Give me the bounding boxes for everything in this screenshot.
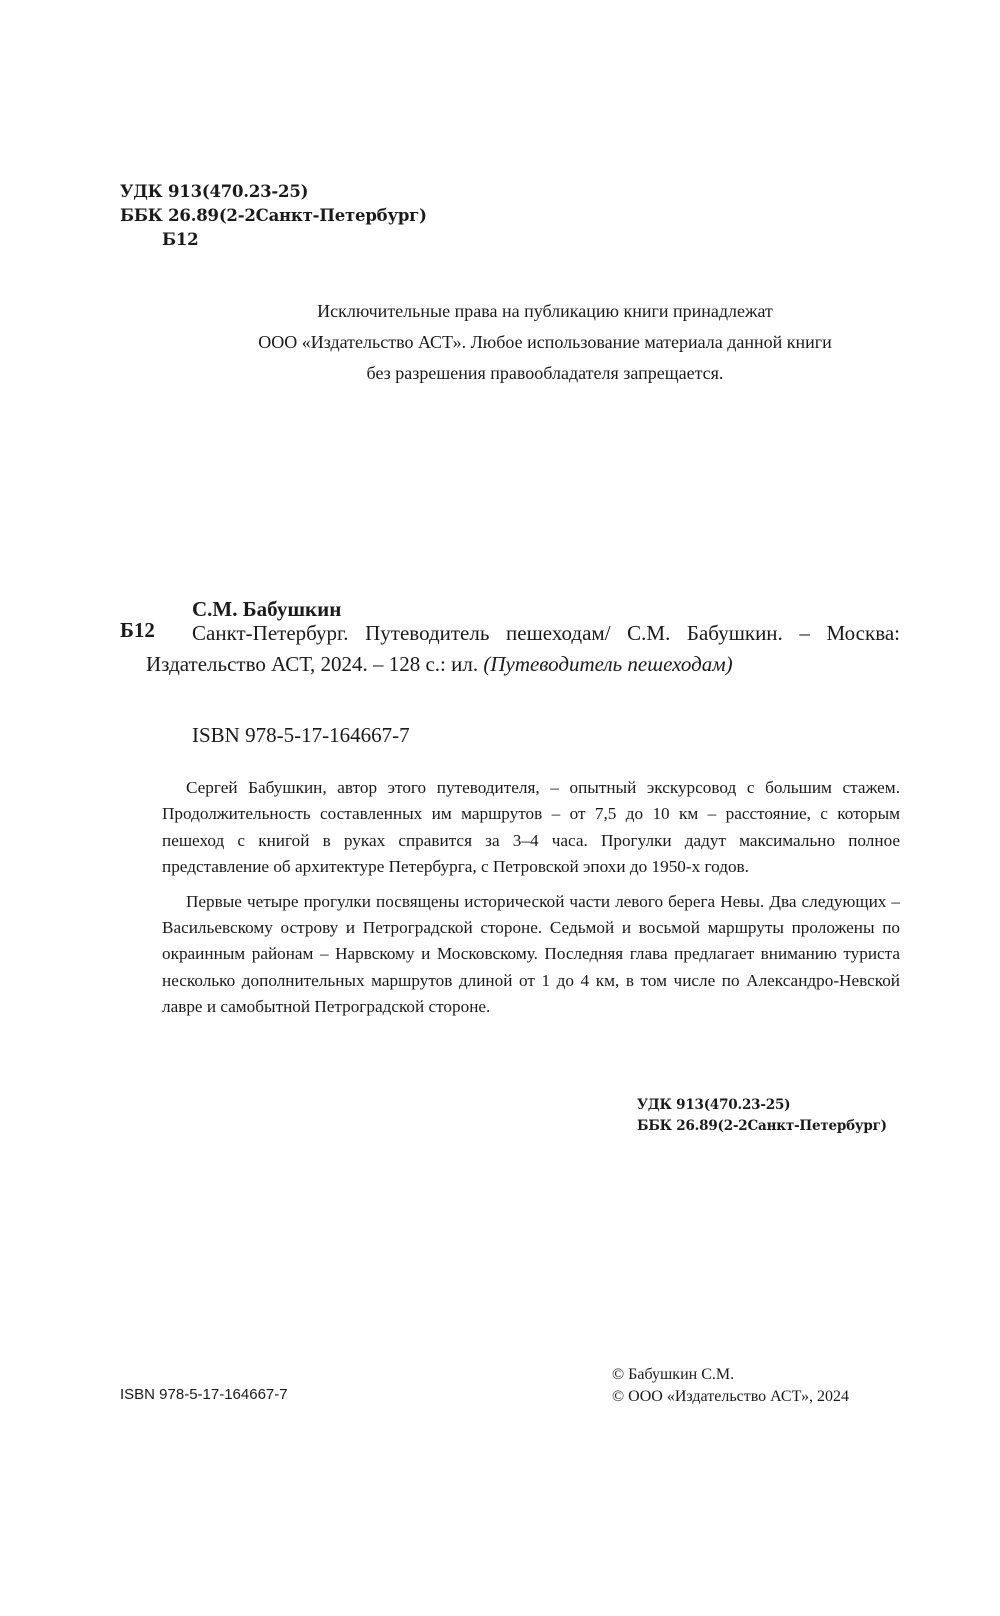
bbk-code: ББК 26.89(2-2Санкт-Петербург) xyxy=(637,1118,887,1134)
isbn-footer: ISBN 978-5-17-164667-7 xyxy=(120,1386,288,1403)
udk-code: УДК 913(470.23-25) xyxy=(120,182,309,201)
rights-line: ООО «Издательство АСТ». Любое использование материала данной книги xyxy=(258,332,832,352)
author-name: С.М. Бабушкин xyxy=(192,597,342,621)
catalog-text: Санкт-Петербург. Путеводитель пешеходам/ С.М. Бабушкин. – Москва: Издательство АСТ, 2024. – 128 с.: ил. xyxy=(146,621,900,676)
copyright-publisher: © ООО «Издательство АСТ», 2024 xyxy=(612,1388,849,1405)
author-mark: Б12 xyxy=(162,230,199,249)
rights-line: без разрешения правообладателя запрещается. xyxy=(366,363,724,383)
classification-block-bottom xyxy=(637,1095,887,1137)
copyright-author: © Бабушкин С.М. xyxy=(612,1366,735,1383)
rights-line: Исключительные права на публикацию книги принадлежат xyxy=(317,301,773,321)
rights-notice xyxy=(180,296,910,389)
catalog-series: (Путеводитель пешеходам) xyxy=(483,652,733,676)
classification-block-top xyxy=(120,180,427,252)
udk-code: УДК 913(470.23-25) xyxy=(637,1097,791,1113)
bbk-code: ББК 26.89(2-2Санкт-Петербург) xyxy=(120,206,427,225)
annotation xyxy=(162,775,900,1029)
isbn-main: ISBN 978-5-17-164667-7 xyxy=(192,723,410,747)
annotation-paragraph: Сергей Бабушкин, автор этого путеводителя, – опытный экскурсовод с большим стажем. Продолжительность составленных им маршрутов – от 7,5 до 10 км – расстояние, с которым пешеход с книгой в руках справится за 3–4 часа. Прогулки дадут максимально полное представление об архитектуре Петербурга, с Петровской эпохи до 1950-х годов. xyxy=(162,778,900,877)
catalog-record xyxy=(146,618,900,680)
annotation-paragraph: Первые четыре прогулки посвящены исторической части левого берега Невы. Два следующих – Васильевскому острову и Петроградской стороне. Седьмой и восьмой маршруты проложены по окраинным районам – Нарвскому и Московскому. Последняя глава предлагает вниманию туриста несколько дополнительных маршрутов длиной от 1 до 4 км, в том числе по Александро-Невской лавре и самобытной Петроградской стороне. xyxy=(162,891,900,1017)
catalog-code: Б12 xyxy=(120,618,155,642)
copyright-block xyxy=(612,1364,849,1408)
